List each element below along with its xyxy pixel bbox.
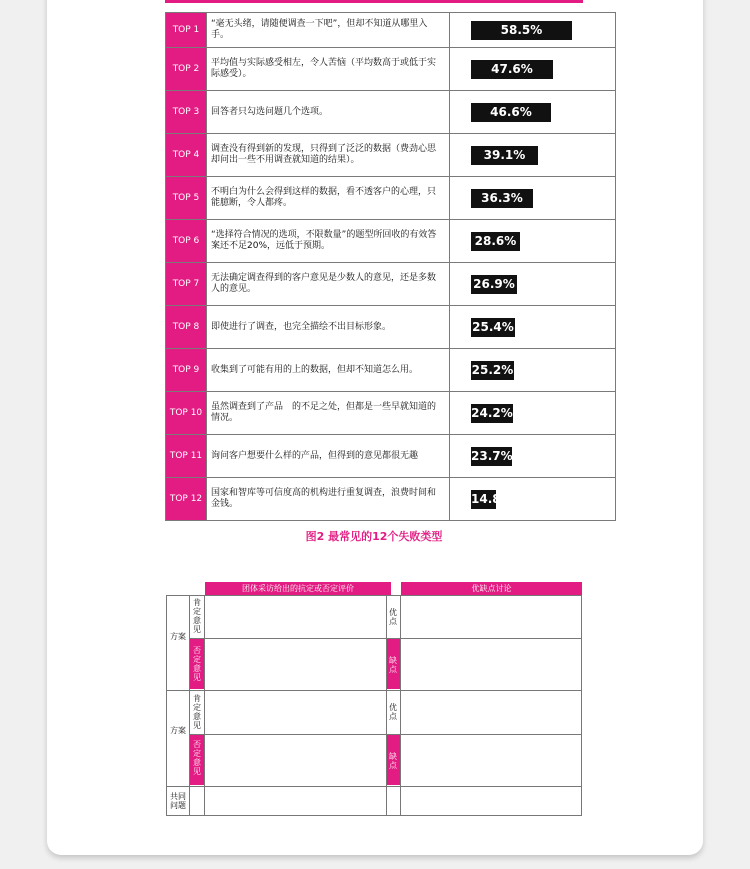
grid-line <box>581 595 582 816</box>
ranking-row <box>166 134 616 177</box>
ranking-row <box>166 478 616 521</box>
failure-description: 国家和智库等可信度高的机构进行重复调查，浪费时间和金钱。 <box>207 478 450 521</box>
grid-line <box>166 786 582 787</box>
rank-label: TOP 1 <box>166 13 207 48</box>
rank-label: TOP 2 <box>166 48 207 91</box>
failure-description: “毫无头绪，请随便调查一下吧”，但却不知道从哪里入手。 <box>207 13 450 48</box>
percentage-bar: 14.8% <box>471 490 496 509</box>
rank-label: TOP 7 <box>166 263 207 306</box>
pro-label-1: 优点 <box>389 608 397 626</box>
grid-header-pros-cons: 优缺点讨论 <box>401 582 582 595</box>
ranking-row <box>166 306 616 349</box>
percentage-cell <box>450 435 616 478</box>
failure-description: “选择符合情况的选项，不限数量”的题型所回收的有效答案还不足20%，远低于预期。 <box>207 220 450 263</box>
grid-line <box>166 595 582 596</box>
grid-line <box>166 815 582 816</box>
rank-label: TOP 12 <box>166 478 207 521</box>
scheme-label-1: 方案 <box>170 632 186 641</box>
ranking-row <box>166 263 616 306</box>
grid-header-evaluation: 团体采访给出的抗定或否定评价 <box>205 582 391 595</box>
percentage-cell <box>450 13 616 48</box>
failure-description: 回答者只勾选问题几个选项。 <box>207 91 450 134</box>
ranking-row <box>166 220 616 263</box>
con-label-2: 缺点 <box>389 752 397 770</box>
scheme-label-2: 方案 <box>170 726 186 735</box>
grid-line <box>166 595 167 816</box>
negative-label-1: 否定意见 <box>193 646 201 682</box>
failure-description: 平均值与实际感受相左，令人苦恼（平均数高于或低于实际感受）。 <box>207 48 450 91</box>
grid-line <box>166 690 582 691</box>
con-label-1: 缺点 <box>389 656 397 674</box>
grid-line <box>189 595 190 816</box>
grid-line <box>386 595 387 816</box>
ranking-row <box>166 13 616 48</box>
rank-label: TOP 10 <box>166 392 207 435</box>
rank-label: TOP 4 <box>166 134 207 177</box>
percentage-bar: 25.4% <box>471 318 515 337</box>
percentage-bar: 47.6% <box>471 60 553 79</box>
rank-label: TOP 9 <box>166 349 207 392</box>
rank-label: TOP 8 <box>166 306 207 349</box>
failure-description: 询问客户想要什么样的产品，但得到的意见都很无趣 <box>207 435 450 478</box>
top-accent-bar <box>165 0 583 3</box>
grid-line <box>204 595 205 816</box>
ranking-row <box>166 177 616 220</box>
percentage-bar: 26.9% <box>471 275 517 294</box>
percentage-cell <box>450 392 616 435</box>
positive-label-1: 肯定意见 <box>193 598 201 634</box>
failure-description: 调查没有得到新的发现，只得到了泛泛的数据（费劲心思却问出一些不用调查就知道的结果）。 <box>207 134 450 177</box>
percentage-cell <box>450 220 616 263</box>
percentage-bar: 39.1% <box>471 146 538 165</box>
ranking-row <box>166 349 616 392</box>
percentage-bar: 28.6% <box>471 232 520 251</box>
percentage-bar: 25.2% <box>471 361 514 380</box>
positive-label-2: 肯定意见 <box>193 694 201 730</box>
failure-description: 虽然调查到了产品 的不足之处，但都是一些早就知道的情况。 <box>207 392 450 435</box>
failure-description: 收集到了可能有用的上的数据，但却不知道怎么用。 <box>207 349 450 392</box>
ranking-row <box>166 91 616 134</box>
ranking-row <box>166 435 616 478</box>
negative-label-2: 否定意见 <box>193 740 201 776</box>
percentage-bar: 58.5% <box>471 21 572 40</box>
percentage-cell <box>450 349 616 392</box>
ranking-row <box>166 392 616 435</box>
percentage-bar: 24.2% <box>471 404 513 423</box>
rank-label: TOP 5 <box>166 177 207 220</box>
pro-label-2: 优点 <box>389 703 397 721</box>
percentage-cell <box>450 134 616 177</box>
percentage-bar: 46.6% <box>471 103 551 122</box>
failure-description: 不明白为什么会得到这样的数据，看不透客户的心理，只能臆断，令人都疼。 <box>207 177 450 220</box>
percentage-bar: 23.7% <box>471 447 512 466</box>
grid-line <box>400 595 401 816</box>
rank-label: TOP 6 <box>166 220 207 263</box>
failure-ranking-table <box>165 12 616 521</box>
common-issues-label: 共同问题 <box>170 792 186 810</box>
percentage-bar: 36.3% <box>471 189 533 208</box>
percentage-cell <box>450 177 616 220</box>
rank-label: TOP 3 <box>166 91 207 134</box>
failure-description: 无法确定调查得到的客户意见是少数人的意见，还是多数人的意见。 <box>207 263 450 306</box>
percentage-cell <box>450 91 616 134</box>
ranking-row <box>166 48 616 91</box>
percentage-cell <box>450 306 616 349</box>
failure-description: 即使进行了调查，也完全描绘不出目标形象。 <box>207 306 450 349</box>
percentage-cell <box>450 48 616 91</box>
percentage-cell <box>450 263 616 306</box>
percentage-cell <box>450 478 616 521</box>
rank-label: TOP 11 <box>166 435 207 478</box>
figure-caption: 图2 最常见的12个失败类型 <box>305 530 443 543</box>
